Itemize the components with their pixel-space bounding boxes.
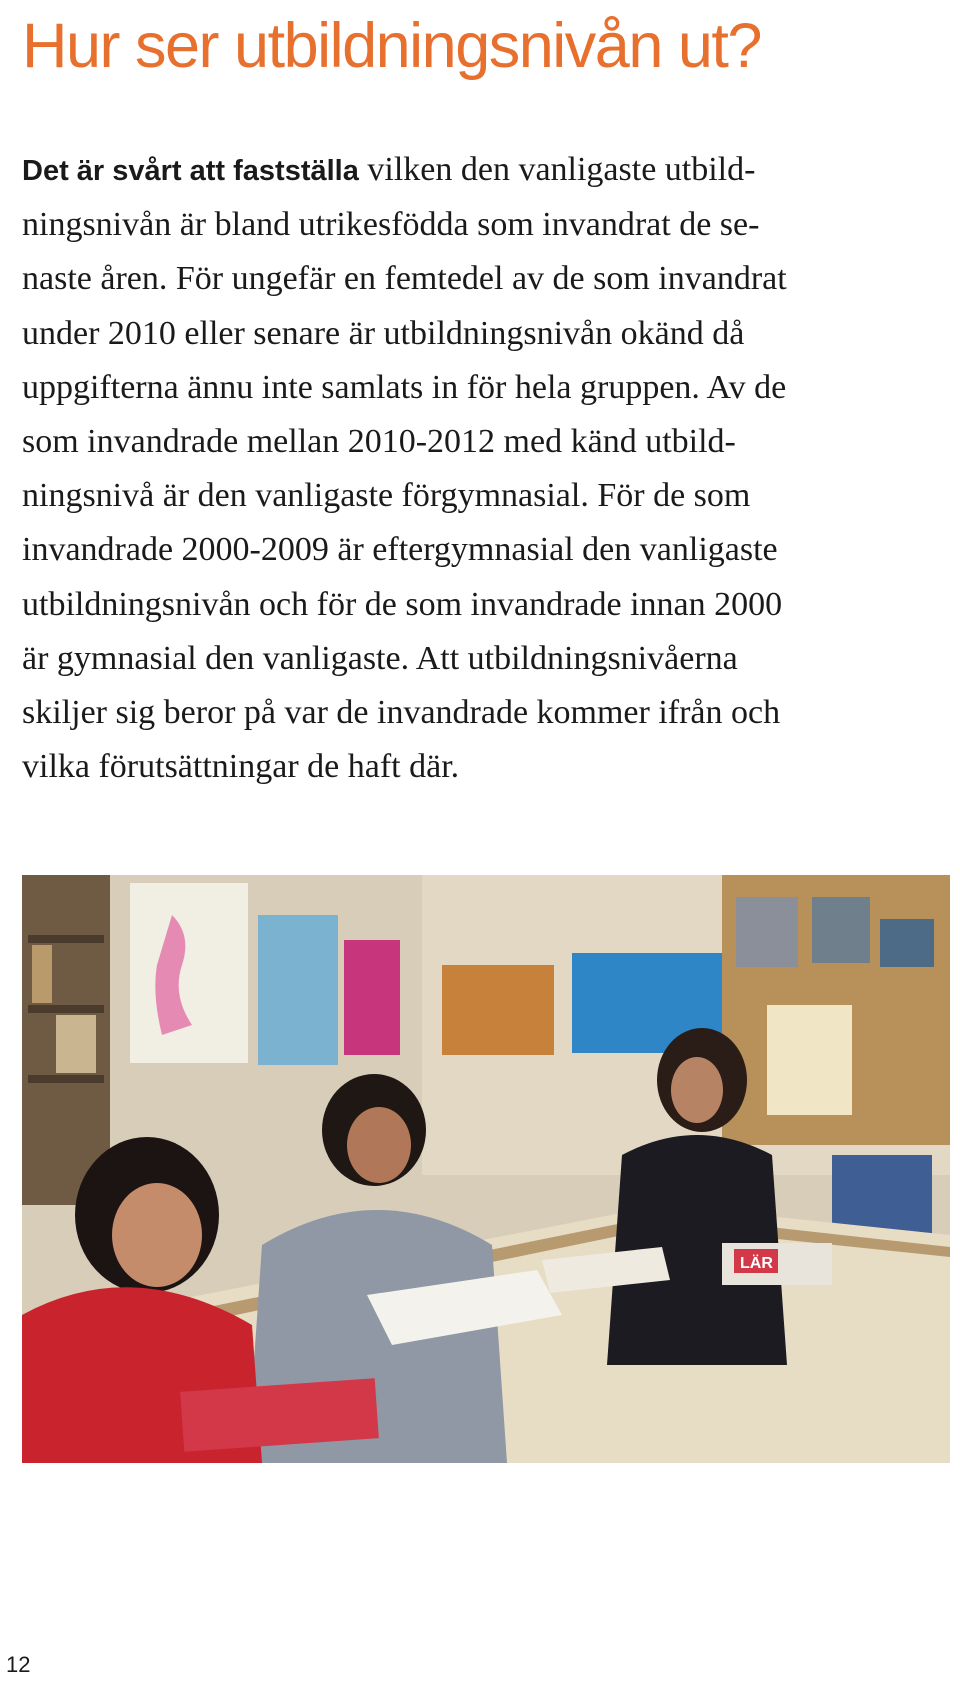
text-line: uppgifterna ännu inte samlats in för hela gruppen. Av de (22, 368, 787, 406)
map-poster (767, 1005, 852, 1115)
text-line-segment: vilken den vanligaste utbild- (358, 151, 756, 188)
poster (442, 965, 554, 1055)
text-line (22, 143, 937, 198)
text-line: utbildningsnivån och för de som invandrade innan 2000 (22, 585, 783, 623)
text-line: skiljer sig beror på var de invandrade kommer ifrån och (22, 694, 781, 732)
text-line: under 2010 eller senare är utbildningsnivån okänd då (22, 314, 745, 352)
poster (344, 940, 400, 1055)
page-number: 12 (6, 1652, 31, 1677)
text-line: ningsnivå är den vanligaste förgymnasial. För de som (22, 477, 751, 515)
lead-in: Det är svårt att fastställa (22, 155, 359, 187)
book-label: LÄR (740, 1255, 773, 1272)
text-line: ningsnivån är bland utrikesfödda som invandrat de se- (22, 206, 760, 244)
body-paragraph (22, 143, 937, 794)
page-title: Hur ser utbildningsnivån ut? (22, 11, 761, 81)
classroom-photo (22, 875, 950, 1463)
text-line: som invandrade mellan 2010-2012 med känd utbild- (22, 423, 736, 461)
text-line: är gymnasial den vanligaste. Att utbildningsnivåerna (22, 639, 738, 677)
poster (258, 915, 338, 1065)
map-poster (130, 883, 248, 1063)
text-line: naste åren. För ungefär en femtedel av de som invandrat (22, 260, 787, 298)
text-line: invandrade 2000-2009 är eftergymnasial den vanligaste (22, 531, 778, 569)
classroom-photo-illustration (22, 875, 950, 1463)
text-line: vilka förutsättningar de haft där. (22, 748, 460, 786)
